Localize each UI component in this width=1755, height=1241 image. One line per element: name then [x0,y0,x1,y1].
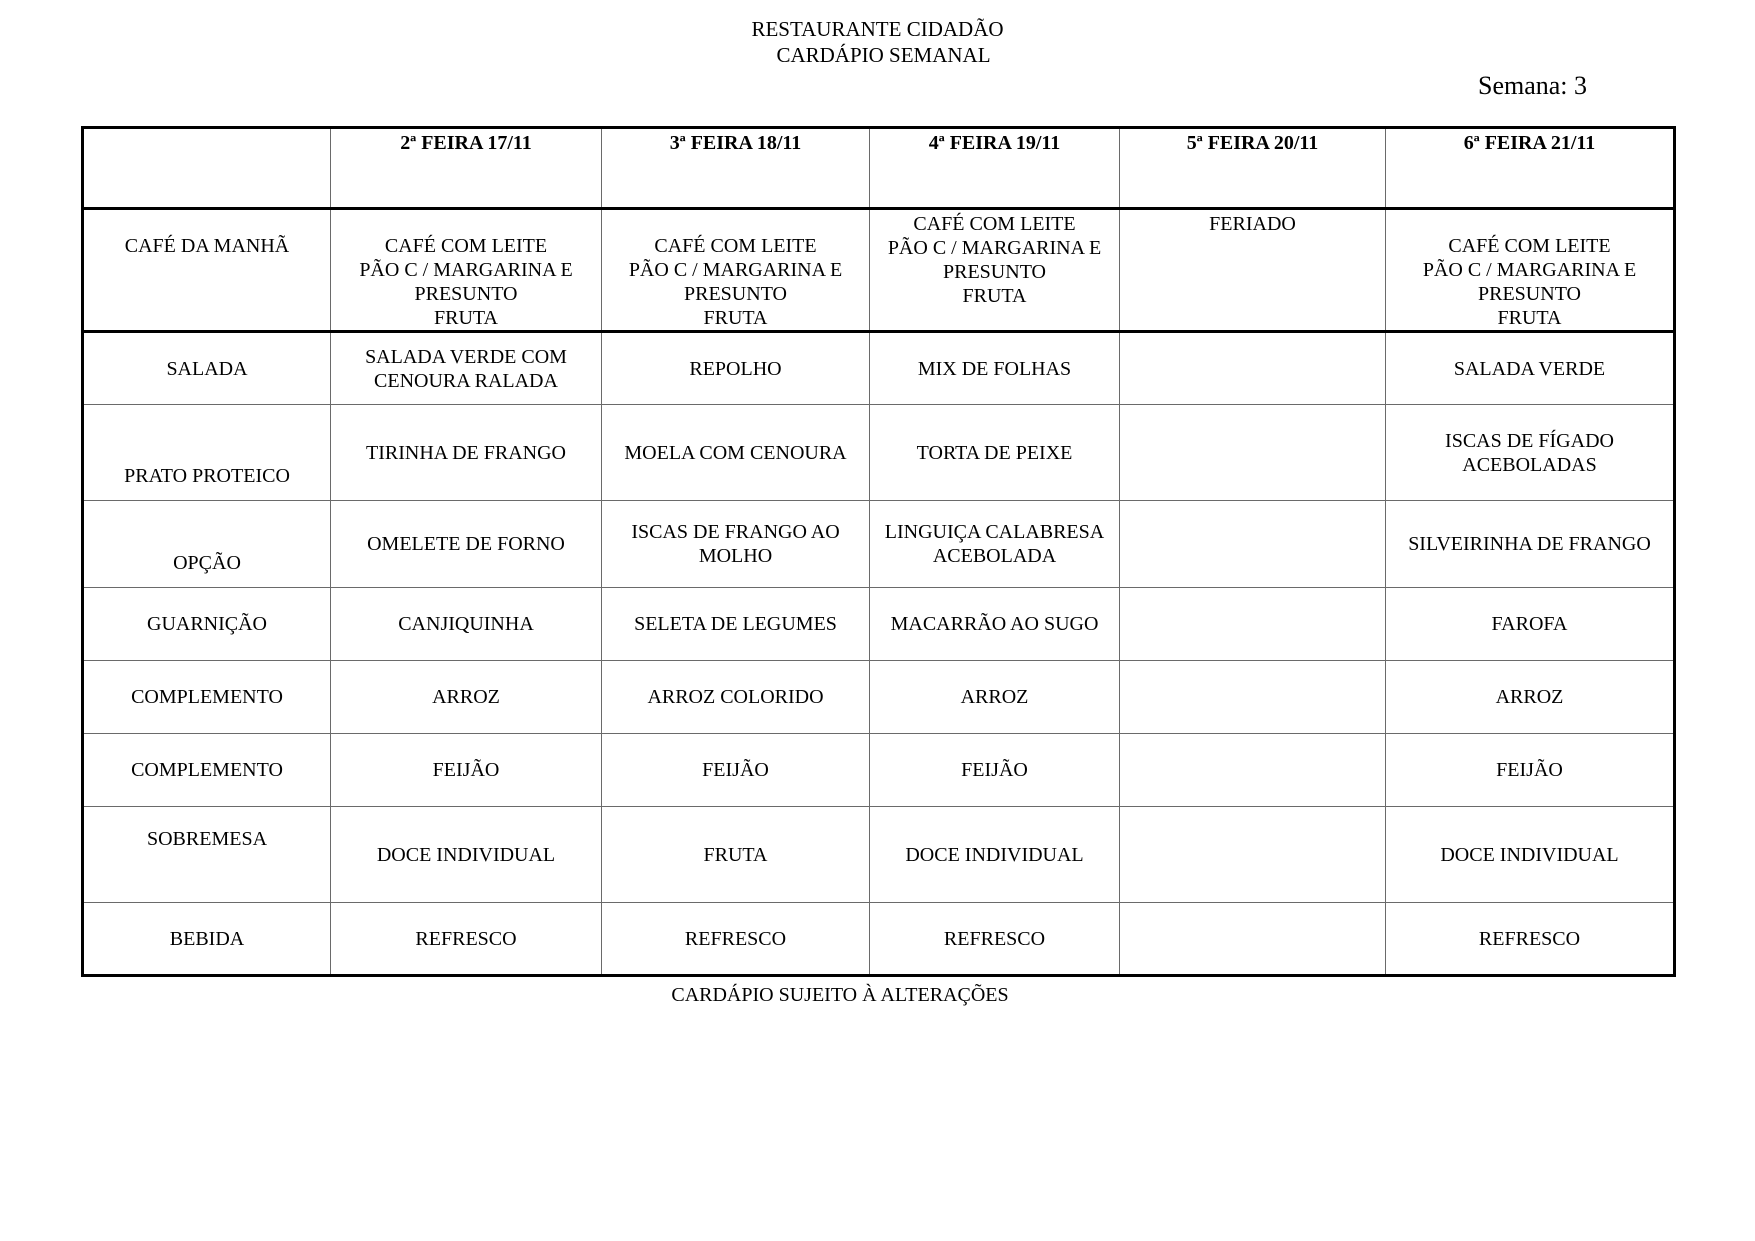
menu-cell [870,501,1120,588]
menu-cell [1386,734,1675,807]
cell-line: CAFÉ COM LEITE [384,235,548,257]
menu-cell [870,661,1120,734]
cell-line: FRUTA [962,285,1027,307]
menu-cell [1120,588,1386,661]
cell-line: PÃO C / MARGARINA E [1422,259,1637,281]
cell-line: MACARRÃO AO SUGO [890,613,1099,635]
cell-line: ACEBOLADA [932,545,1057,567]
cell-line: FEIJÃO [702,759,769,781]
cell-line: PRESUNTO [684,283,787,305]
menu-row [83,405,1675,501]
menu-subtitle: CARDÁPIO SEMANAL [776,43,991,67]
breakfast-row [83,209,1675,332]
menu-cell [331,501,602,588]
cell-line: PÃO C / MARGARINA E [887,237,1102,259]
menu-cell [870,405,1120,501]
cell-line: REFRESCO [415,927,517,950]
cell-line: SELETA DE LEGUMES [634,613,837,635]
cell-line: FEIJÃO [432,759,500,781]
menu-cell [1120,661,1386,734]
cell-line: DOCE INDIVIDUAL [376,843,556,866]
cell-line: FEIJÃO [961,759,1028,781]
cell-line: FRUTA [703,307,768,329]
menu-row [83,807,1675,903]
menu-cell [1120,332,1386,405]
cell-line: PÃO C / MARGARINA E [628,259,843,281]
row-label: OPÇÃO [83,501,331,588]
cell-line: REFRESCO [684,927,787,950]
menu-row [83,501,1675,588]
cell-line: MOLHO [698,545,773,567]
cell-line: ARROZ [960,686,1029,708]
cell-line: REFRESCO [1478,927,1581,950]
menu-cell [331,332,602,405]
menu-cell [870,807,1120,903]
cell-line: PÃO C / MARGARINA E [359,259,573,281]
menu-disclaimer: CARDÁPIO SUJEITO À ALTERAÇÕES [671,984,1009,1006]
menu-cell [1120,501,1386,588]
day-header: 6ª FEIRA 21/11 [1386,128,1675,209]
cell-line: ARROZ [432,686,500,708]
day-header: 3ª FEIRA 18/11 [602,128,870,209]
menu-cell [331,734,602,807]
menu-cell [1120,807,1386,903]
cell-line: REFRESCO [943,927,1046,950]
menu-cell [1120,209,1386,332]
row-label: SOBREMESA [83,807,331,903]
row-label: GUARNIÇÃO [83,588,331,661]
cell-line: ARROZ [1495,686,1564,708]
day-header: 2ª FEIRA 17/11 [331,128,602,209]
cell-line: DOCE INDIVIDUAL [905,843,1084,866]
cell-line: CENOURA RALADA [374,369,558,392]
week-number: Semana: 3 [1478,71,1588,100]
menu-cell [602,661,870,734]
menu-cell [602,501,870,588]
menu-cell [1120,405,1386,501]
cell-line: PRESUNTO [1478,283,1581,305]
menu-cell [1386,405,1675,501]
row-label: BEBIDA [83,903,331,976]
restaurant-title: RESTAURANTE CIDADÃO [751,17,1004,41]
menu-cell [1386,903,1675,976]
menu-cell [331,807,602,903]
cell-line: MOELA COM CENOURA [624,441,847,464]
cell-line: FRUTA [1497,307,1562,329]
menu-row [83,661,1675,734]
cell-line: CAFÉ COM LEITE [654,235,817,257]
menu-cell [602,405,870,501]
menu-row [83,588,1675,661]
cell-line: SALADA VERDE COM [365,345,567,368]
cell-line: CAFÉ COM LEITE [913,213,1076,235]
day-header-row [83,128,1675,209]
cell-line: OMELETE DE FORNO [367,533,565,555]
menu-cell [331,903,602,976]
menu-cell [1386,332,1675,405]
cell-line: PRESUNTO [943,261,1046,283]
cell-line: TIRINHA DE FRANGO [366,441,566,464]
cell-line: FRUTA [434,307,498,329]
menu-cell [602,209,870,332]
cell-line: PRESUNTO [414,283,518,305]
cell-line: REPOLHO [689,357,782,380]
menu-cell [870,209,1120,332]
row-label: PRATO PROTEICO [83,405,331,501]
cell-line: ACEBOLADAS [1462,453,1597,476]
menu-cell [1386,588,1675,661]
day-header: 5ª FEIRA 20/11 [1120,128,1386,209]
menu-cell [1120,903,1386,976]
cell-line: FAROFA [1491,613,1568,635]
cell-line: FRUTA [703,843,768,866]
menu-cell [602,734,870,807]
cell-line: SILVEIRINHA DE FRANGO [1408,533,1651,555]
menu-cell [331,209,602,332]
cell-line: MIX DE FOLHAS [917,357,1072,380]
menu-cell [870,734,1120,807]
menu-cell [1386,807,1675,903]
menu-cell [331,405,602,501]
menu-cell [602,807,870,903]
weekly-menu-table [81,126,1676,977]
cell-line: LINGUIÇA CALABRESA [884,521,1105,543]
cell-line: ISCAS DE FRANGO AO [631,521,840,543]
row-label: COMPLEMENTO [83,661,331,734]
cell-line: CANJIQUINHA [398,613,534,635]
menu-cell [602,903,870,976]
cell-line: CAFÉ COM LEITE [1448,235,1611,257]
row-label: COMPLEMENTO [83,734,331,807]
cell-line: FERIADO [1209,213,1296,235]
cell-line: FEIJÃO [1496,759,1563,781]
cell-line: TORTA DE PEIXE [916,441,1073,464]
cell-line: DOCE INDIVIDUAL [1440,843,1619,866]
menu-cell [1120,734,1386,807]
menu-cell [331,588,602,661]
menu-cell [602,588,870,661]
menu-cell [602,332,870,405]
cell-line: ARROZ COLORIDO [647,686,824,708]
cell-line: ISCAS DE FÍGADO [1445,429,1614,452]
cell-line: SALADA VERDE [1453,357,1606,380]
document-title-block [0,16,1755,68]
menu-cell [1386,661,1675,734]
day-header: 4ª FEIRA 19/11 [870,128,1120,209]
row-label: CAFÉ DA MANHÃ [83,209,331,332]
menu-cell [870,903,1120,976]
menu-row [83,332,1675,405]
menu-cell [870,332,1120,405]
menu-row [83,903,1675,976]
corner-cell [83,128,331,209]
row-label: SALADA [83,332,331,405]
menu-cell [870,588,1120,661]
menu-row [83,734,1675,807]
menu-cell [1386,501,1675,588]
menu-cell [1386,209,1675,332]
menu-cell [331,661,602,734]
